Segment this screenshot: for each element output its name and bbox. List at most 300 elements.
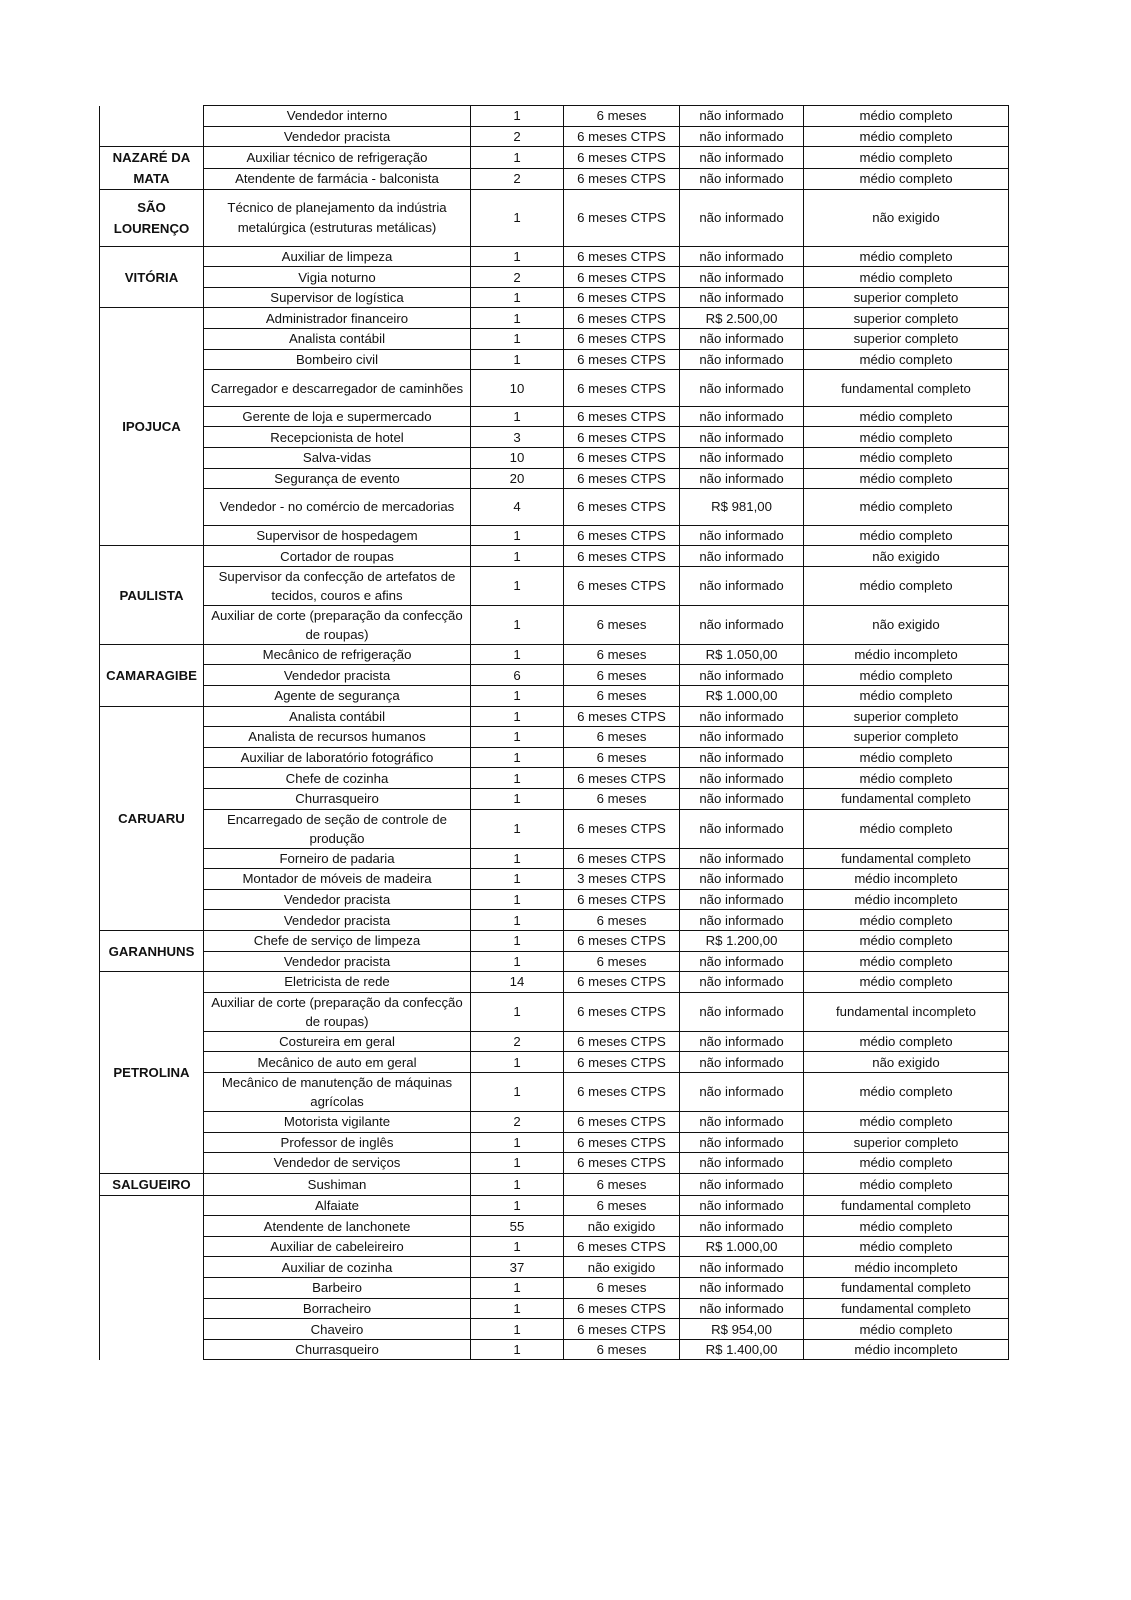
experience-cell: 6 meses CTPS — [564, 1052, 680, 1073]
education-cell: médio completo — [804, 1111, 1009, 1132]
experience-cell: 6 meses — [564, 1173, 680, 1195]
education-cell: médio completo — [804, 406, 1009, 427]
salary-cell: não informado — [680, 147, 804, 169]
vacancies-cell: 1 — [471, 329, 564, 350]
table-row — [100, 1236, 1009, 1257]
city-cell: GARANHUNS — [100, 930, 204, 971]
salary-cell: não informado — [680, 447, 804, 468]
salary-cell: não informado — [680, 788, 804, 809]
job-title-cell: Cortador de roupas — [204, 546, 471, 567]
job-title-cell: Supervisor de hospedagem — [204, 525, 471, 546]
job-title-cell: Vendedor interno — [204, 106, 471, 127]
education-cell: médio completo — [804, 809, 1009, 848]
experience-cell: 6 meses CTPS — [564, 992, 680, 1031]
experience-cell: 6 meses CTPS — [564, 930, 680, 951]
education-cell: médio completo — [804, 768, 1009, 789]
experience-cell: 6 meses CTPS — [564, 768, 680, 789]
salary-cell: não informado — [680, 706, 804, 727]
vacancies-cell: 1 — [471, 106, 564, 127]
salary-cell: não informado — [680, 190, 804, 247]
job-title-cell: Vigia noturno — [204, 267, 471, 288]
table-row — [100, 1195, 1009, 1216]
job-title-cell: Bombeiro civil — [204, 349, 471, 370]
vacancies-cell: 1 — [471, 706, 564, 727]
table-row — [100, 1173, 1009, 1195]
vacancies-cell: 2 — [471, 1111, 564, 1132]
experience-cell: 6 meses — [564, 605, 680, 644]
city-cell — [100, 1195, 204, 1360]
salary-cell: não informado — [680, 1132, 804, 1153]
education-cell: médio completo — [804, 468, 1009, 489]
experience-cell: 6 meses — [564, 1195, 680, 1216]
job-title-cell: Chefe de serviço de limpeza — [204, 930, 471, 951]
job-title-cell: Salva-vidas — [204, 447, 471, 468]
education-cell: fundamental completo — [804, 1278, 1009, 1299]
job-title-cell: Vendedor pracista — [204, 910, 471, 931]
vacancies-cell: 1 — [471, 727, 564, 748]
vacancies-cell: 1 — [471, 951, 564, 972]
salary-cell: não informado — [680, 546, 804, 567]
education-cell: médio completo — [804, 1236, 1009, 1257]
education-cell: médio incompleto — [804, 1339, 1009, 1360]
education-cell: médio completo — [804, 1072, 1009, 1111]
experience-cell: 6 meses CTPS — [564, 370, 680, 407]
vacancies-cell: 14 — [471, 972, 564, 993]
experience-cell: 6 meses CTPS — [564, 1153, 680, 1174]
salary-cell: R$ 1.000,00 — [680, 686, 804, 707]
salary-cell: não informado — [680, 1257, 804, 1278]
vacancies-cell: 20 — [471, 468, 564, 489]
table-row — [100, 1052, 1009, 1073]
vacancies-cell: 1 — [471, 1173, 564, 1195]
experience-cell: 6 meses CTPS — [564, 889, 680, 910]
education-cell: não exigido — [804, 190, 1009, 247]
table-row — [100, 566, 1009, 605]
salary-cell: não informado — [680, 427, 804, 448]
education-cell: superior completo — [804, 727, 1009, 748]
table-row — [100, 768, 1009, 789]
vacancies-cell: 1 — [471, 1236, 564, 1257]
salary-cell: R$ 1.200,00 — [680, 930, 804, 951]
salary-cell: não informado — [680, 329, 804, 350]
salary-cell: não informado — [680, 848, 804, 869]
salary-cell: não informado — [680, 1173, 804, 1195]
experience-cell: 6 meses CTPS — [564, 190, 680, 247]
salary-cell: não informado — [680, 246, 804, 267]
vacancies-cell: 2 — [471, 168, 564, 190]
job-title-cell: Analista contábil — [204, 329, 471, 350]
vacancies-cell: 1 — [471, 788, 564, 809]
salary-cell: não informado — [680, 951, 804, 972]
education-cell: fundamental completo — [804, 370, 1009, 407]
table-row — [100, 1257, 1009, 1278]
vacancies-cell: 1 — [471, 910, 564, 931]
education-cell: médio completo — [804, 686, 1009, 707]
salary-cell: não informado — [680, 768, 804, 789]
job-title-cell: Encarregado de seção de controle de produção — [204, 809, 471, 848]
vacancies-cell: 1 — [471, 525, 564, 546]
salary-cell: não informado — [680, 605, 804, 644]
job-title-cell: Vendedor pracista — [204, 951, 471, 972]
experience-cell: 6 meses CTPS — [564, 1298, 680, 1319]
experience-cell: 6 meses — [564, 951, 680, 972]
salary-cell: não informado — [680, 1153, 804, 1174]
table-row — [100, 1278, 1009, 1299]
table-row — [100, 1319, 1009, 1340]
table-row — [100, 1111, 1009, 1132]
salary-cell: não informado — [680, 1072, 804, 1111]
education-cell: médio completo — [804, 246, 1009, 267]
vacancies-cell: 1 — [471, 1132, 564, 1153]
experience-cell: 6 meses CTPS — [564, 168, 680, 190]
experience-cell: 6 meses — [564, 1278, 680, 1299]
city-cell: NAZARÉ DA MATA — [100, 147, 204, 190]
experience-cell: 6 meses CTPS — [564, 706, 680, 727]
education-cell: médio completo — [804, 489, 1009, 526]
table-row — [100, 910, 1009, 931]
table-row — [100, 308, 1009, 329]
education-cell: médio completo — [804, 267, 1009, 288]
table-row — [100, 126, 1009, 147]
vacancies-cell: 1 — [471, 308, 564, 329]
education-cell: não exigido — [804, 1052, 1009, 1073]
salary-cell: não informado — [680, 1298, 804, 1319]
table-row — [100, 246, 1009, 267]
salary-cell: R$ 954,00 — [680, 1319, 804, 1340]
table-row — [100, 889, 1009, 910]
education-cell: médio completo — [804, 147, 1009, 169]
education-cell: médio completo — [804, 930, 1009, 951]
experience-cell: 6 meses — [564, 788, 680, 809]
job-title-cell: Supervisor de logística — [204, 287, 471, 308]
education-cell: fundamental completo — [804, 848, 1009, 869]
table-row — [100, 267, 1009, 288]
table-row — [100, 1031, 1009, 1052]
table-row — [100, 686, 1009, 707]
experience-cell: 6 meses CTPS — [564, 489, 680, 526]
experience-cell: não exigido — [564, 1216, 680, 1237]
table-row — [100, 489, 1009, 526]
job-title-cell: Churrasqueiro — [204, 1339, 471, 1360]
city-cell — [100, 106, 204, 147]
salary-cell: não informado — [680, 747, 804, 768]
vacancies-cell: 2 — [471, 1031, 564, 1052]
job-title-cell: Carregador e descarregador de caminhões — [204, 370, 471, 407]
salary-cell: R$ 1.400,00 — [680, 1339, 804, 1360]
education-cell: médio completo — [804, 951, 1009, 972]
salary-cell: não informado — [680, 287, 804, 308]
job-title-cell: Borracheiro — [204, 1298, 471, 1319]
education-cell: médio incompleto — [804, 1257, 1009, 1278]
job-title-cell: Barbeiro — [204, 1278, 471, 1299]
table-row — [100, 427, 1009, 448]
salary-cell: não informado — [680, 869, 804, 890]
table-row — [100, 287, 1009, 308]
vacancies-cell: 1 — [471, 1195, 564, 1216]
experience-cell: 6 meses CTPS — [564, 126, 680, 147]
experience-cell: 6 meses CTPS — [564, 308, 680, 329]
experience-cell: 6 meses CTPS — [564, 287, 680, 308]
salary-cell: não informado — [680, 126, 804, 147]
job-title-cell: Forneiro de padaria — [204, 848, 471, 869]
education-cell: superior completo — [804, 308, 1009, 329]
city-cell: CAMARAGIBE — [100, 644, 204, 706]
education-cell: médio completo — [804, 1153, 1009, 1174]
education-cell: superior completo — [804, 329, 1009, 350]
experience-cell: 6 meses — [564, 910, 680, 931]
experience-cell: 6 meses CTPS — [564, 809, 680, 848]
education-cell: fundamental completo — [804, 1298, 1009, 1319]
table-row — [100, 665, 1009, 686]
experience-cell: 6 meses CTPS — [564, 566, 680, 605]
table-row — [100, 447, 1009, 468]
salary-cell: não informado — [680, 370, 804, 407]
job-title-cell: Auxiliar de cozinha — [204, 1257, 471, 1278]
education-cell: médio completo — [804, 665, 1009, 686]
city-cell: SALGUEIRO — [100, 1173, 204, 1195]
education-cell: não exigido — [804, 605, 1009, 644]
vacancies-cell: 1 — [471, 1319, 564, 1340]
table-row — [100, 1339, 1009, 1360]
city-cell: CARUARU — [100, 706, 204, 930]
table-row — [100, 329, 1009, 350]
job-title-cell: Auxiliar de corte (preparação da confecção de roupas) — [204, 605, 471, 644]
salary-cell: não informado — [680, 1111, 804, 1132]
job-title-cell: Costureira em geral — [204, 1031, 471, 1052]
job-title-cell: Agente de segurança — [204, 686, 471, 707]
education-cell: médio completo — [804, 566, 1009, 605]
experience-cell: 6 meses — [564, 747, 680, 768]
salary-cell: R$ 1.000,00 — [680, 1236, 804, 1257]
job-title-cell: Vendedor pracista — [204, 889, 471, 910]
vacancies-cell: 1 — [471, 246, 564, 267]
table-row — [100, 1298, 1009, 1319]
vacancies-cell: 1 — [471, 287, 564, 308]
education-cell: superior completo — [804, 706, 1009, 727]
salary-cell: não informado — [680, 106, 804, 127]
table-row — [100, 370, 1009, 407]
education-cell: médio completo — [804, 1319, 1009, 1340]
experience-cell: 6 meses CTPS — [564, 848, 680, 869]
salary-cell: não informado — [680, 168, 804, 190]
experience-cell: 6 meses CTPS — [564, 1072, 680, 1111]
salary-cell: não informado — [680, 1031, 804, 1052]
vacancies-cell: 10 — [471, 447, 564, 468]
job-title-cell: Mecânico de auto em geral — [204, 1052, 471, 1073]
job-title-cell: Eletricista de rede — [204, 972, 471, 993]
experience-cell: 6 meses CTPS — [564, 349, 680, 370]
table-row — [100, 468, 1009, 489]
city-cell: PETROLINA — [100, 972, 204, 1174]
experience-cell: 6 meses CTPS — [564, 1031, 680, 1052]
job-title-cell: Montador de móveis de madeira — [204, 869, 471, 890]
salary-cell: R$ 981,00 — [680, 489, 804, 526]
education-cell: médio completo — [804, 106, 1009, 127]
salary-cell: R$ 2.500,00 — [680, 308, 804, 329]
table-row — [100, 992, 1009, 1031]
table-row — [100, 706, 1009, 727]
education-cell: médio completo — [804, 525, 1009, 546]
salary-cell: não informado — [680, 525, 804, 546]
table-row — [100, 546, 1009, 567]
education-cell: fundamental completo — [804, 1195, 1009, 1216]
salary-cell: não informado — [680, 1195, 804, 1216]
job-title-cell: Supervisor da confecção de artefatos de tecidos, couros e afins — [204, 566, 471, 605]
vacancies-cell: 2 — [471, 126, 564, 147]
table-row — [100, 727, 1009, 748]
job-title-cell: Chaveiro — [204, 1319, 471, 1340]
experience-cell: não exigido — [564, 1257, 680, 1278]
experience-cell: 6 meses CTPS — [564, 525, 680, 546]
salary-cell: não informado — [680, 727, 804, 748]
job-title-cell: Auxiliar de limpeza — [204, 246, 471, 267]
job-title-cell: Segurança de evento — [204, 468, 471, 489]
experience-cell: 6 meses CTPS — [564, 1236, 680, 1257]
vacancies-cell: 1 — [471, 1339, 564, 1360]
education-cell: médio completo — [804, 126, 1009, 147]
education-cell: fundamental completo — [804, 788, 1009, 809]
table-row — [100, 1153, 1009, 1174]
vacancies-cell: 10 — [471, 370, 564, 407]
table-body — [100, 106, 1009, 1360]
vacancies-cell: 1 — [471, 930, 564, 951]
experience-cell: 6 meses — [564, 665, 680, 686]
table-row — [100, 525, 1009, 546]
table-row — [100, 644, 1009, 665]
salary-cell: não informado — [680, 267, 804, 288]
education-cell: superior completo — [804, 1132, 1009, 1153]
city-cell: SÃO LOURENÇO — [100, 190, 204, 247]
vacancies-cell: 1 — [471, 147, 564, 169]
experience-cell: 6 meses — [564, 1339, 680, 1360]
education-cell: médio incompleto — [804, 889, 1009, 910]
vacancies-cell: 1 — [471, 686, 564, 707]
table-row — [100, 1132, 1009, 1153]
table-row — [100, 869, 1009, 890]
vacancies-cell: 6 — [471, 665, 564, 686]
salary-cell: não informado — [680, 468, 804, 489]
table-row — [100, 106, 1009, 127]
vacancies-cell: 1 — [471, 349, 564, 370]
experience-cell: 6 meses CTPS — [564, 1111, 680, 1132]
vacancies-cell: 1 — [471, 848, 564, 869]
experience-cell: 3 meses CTPS — [564, 869, 680, 890]
experience-cell: 6 meses CTPS — [564, 406, 680, 427]
vacancies-cell: 3 — [471, 427, 564, 448]
job-title-cell: Administrador financeiro — [204, 308, 471, 329]
job-vacancies-table — [99, 105, 1009, 1360]
vacancies-cell: 1 — [471, 566, 564, 605]
vacancies-cell: 37 — [471, 1257, 564, 1278]
job-title-cell: Mecânico de refrigeração — [204, 644, 471, 665]
salary-cell: não informado — [680, 910, 804, 931]
education-cell: superior completo — [804, 287, 1009, 308]
education-cell: médio completo — [804, 1031, 1009, 1052]
job-title-cell: Sushiman — [204, 1173, 471, 1195]
job-title-cell: Analista contábil — [204, 706, 471, 727]
experience-cell: 6 meses CTPS — [564, 147, 680, 169]
table-row — [100, 147, 1009, 169]
experience-cell: 6 meses CTPS — [564, 1319, 680, 1340]
education-cell: médio incompleto — [804, 869, 1009, 890]
education-cell: médio completo — [804, 972, 1009, 993]
job-title-cell: Vendedor de serviços — [204, 1153, 471, 1174]
job-title-cell: Atendente de lanchonete — [204, 1216, 471, 1237]
table-row — [100, 1216, 1009, 1237]
experience-cell: 6 meses CTPS — [564, 246, 680, 267]
vacancies-cell: 1 — [471, 546, 564, 567]
education-cell: fundamental incompleto — [804, 992, 1009, 1031]
vacancies-cell: 1 — [471, 809, 564, 848]
table-row — [100, 788, 1009, 809]
vacancies-cell: 1 — [471, 1052, 564, 1073]
salary-cell: não informado — [680, 406, 804, 427]
table-row — [100, 930, 1009, 951]
table-row — [100, 809, 1009, 848]
vacancies-cell: 1 — [471, 768, 564, 789]
experience-cell: 6 meses CTPS — [564, 329, 680, 350]
education-cell: médio completo — [804, 1173, 1009, 1195]
vacancies-cell: 2 — [471, 267, 564, 288]
experience-cell: 6 meses — [564, 106, 680, 127]
vacancies-cell: 1 — [471, 869, 564, 890]
salary-cell: não informado — [680, 1052, 804, 1073]
vacancies-cell: 1 — [471, 190, 564, 247]
job-title-cell: Alfaiate — [204, 1195, 471, 1216]
job-title-cell: Vendedor pracista — [204, 665, 471, 686]
experience-cell: 6 meses — [564, 727, 680, 748]
education-cell: médio completo — [804, 747, 1009, 768]
experience-cell: 6 meses CTPS — [564, 972, 680, 993]
vacancies-cell: 55 — [471, 1216, 564, 1237]
job-title-cell: Auxiliar de cabeleireiro — [204, 1236, 471, 1257]
job-title-cell: Mecânico de manutenção de máquinas agrícolas — [204, 1072, 471, 1111]
job-title-cell: Atendente de farmácia - balconista — [204, 168, 471, 190]
vacancies-cell: 1 — [471, 747, 564, 768]
job-title-cell: Técnico de planejamento da indústria metalúrgica (estruturas metálicas) — [204, 190, 471, 247]
table-row — [100, 951, 1009, 972]
salary-cell: não informado — [680, 665, 804, 686]
job-title-cell: Recepcionista de hotel — [204, 427, 471, 448]
education-cell: médio completo — [804, 427, 1009, 448]
vacancies-cell: 1 — [471, 992, 564, 1031]
experience-cell: 6 meses CTPS — [564, 267, 680, 288]
salary-cell: R$ 1.050,00 — [680, 644, 804, 665]
job-title-cell: Professor de inglês — [204, 1132, 471, 1153]
job-title-cell: Chefe de cozinha — [204, 768, 471, 789]
job-title-cell: Vendedor - no comércio de mercadorias — [204, 489, 471, 526]
experience-cell: 6 meses — [564, 686, 680, 707]
table-row — [100, 747, 1009, 768]
vacancies-cell: 1 — [471, 644, 564, 665]
table-row — [100, 1072, 1009, 1111]
table-row — [100, 848, 1009, 869]
salary-cell: não informado — [680, 349, 804, 370]
table-row — [100, 168, 1009, 190]
table-row — [100, 349, 1009, 370]
experience-cell: 6 meses CTPS — [564, 546, 680, 567]
experience-cell: 6 meses CTPS — [564, 447, 680, 468]
vacancies-cell: 4 — [471, 489, 564, 526]
education-cell: médio completo — [804, 1216, 1009, 1237]
city-cell: IPOJUCA — [100, 308, 204, 546]
salary-cell: não informado — [680, 809, 804, 848]
education-cell: médio incompleto — [804, 644, 1009, 665]
job-title-cell: Motorista vigilante — [204, 1111, 471, 1132]
experience-cell: 6 meses CTPS — [564, 427, 680, 448]
experience-cell: 6 meses CTPS — [564, 468, 680, 489]
job-title-cell: Gerente de loja e supermercado — [204, 406, 471, 427]
